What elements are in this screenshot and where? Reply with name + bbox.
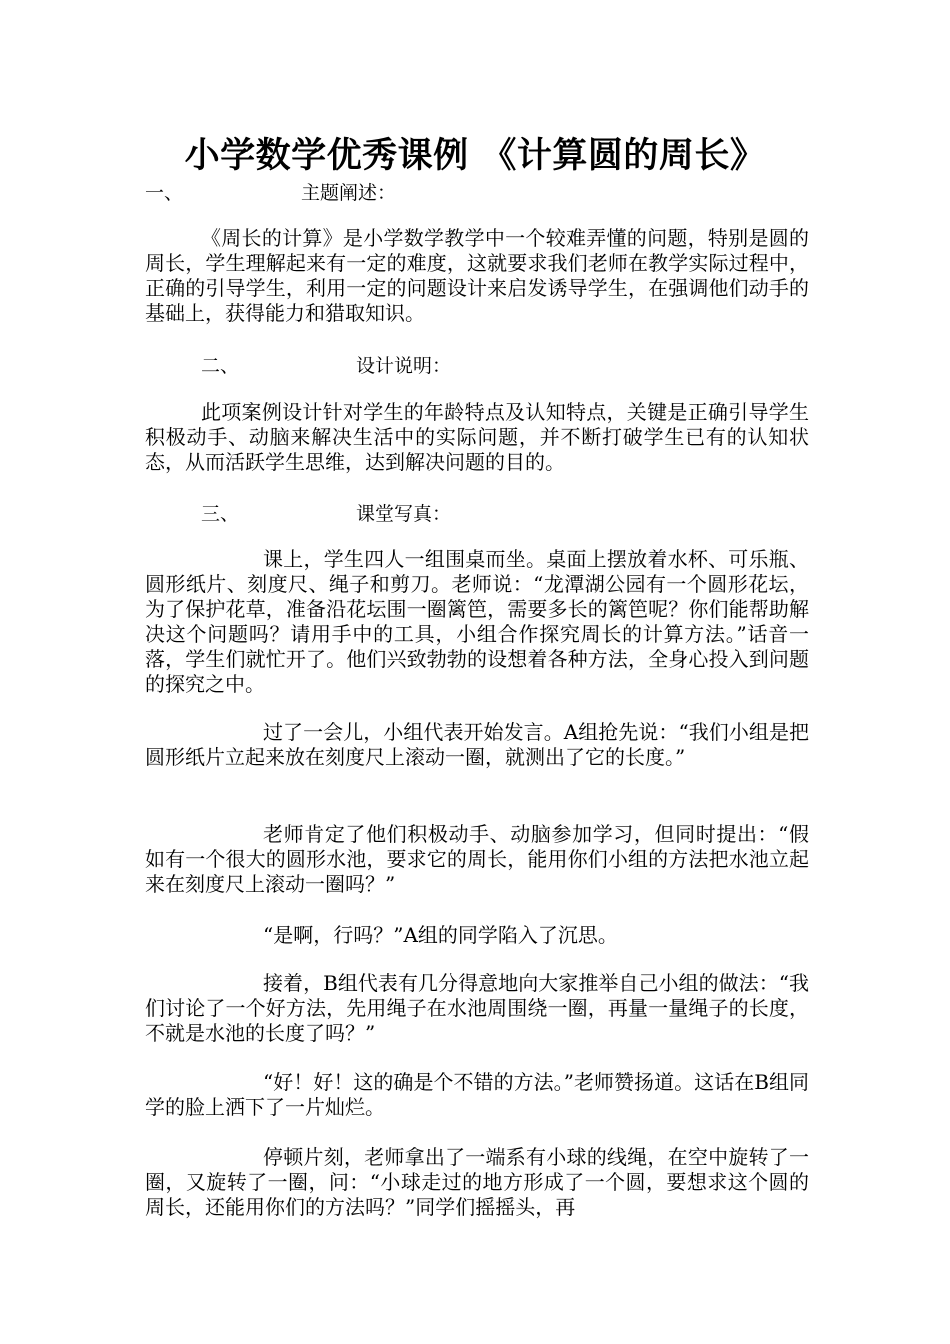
section-title: 设计说明： <box>356 355 452 377</box>
section-number: 二、 <box>201 355 240 377</box>
paragraph: “好！好！这的确是个不错的方法。”老师赞扬道。这话在B组同学的脸上洒下了一片灿烂。 <box>145 1070 809 1119</box>
paragraph: 此项案例设计针对学生的年龄特点及认知特点，关键是正确引导学生积极动手、动脑来解决生活中的实际问题，并不断打破学生已有的认知状态，从而活跃学生思维，达到解决问题的目的。 <box>145 400 809 474</box>
section-title: 主题阐述： <box>301 182 397 204</box>
document-title: 小学数学优秀课例 《计算圆的周长》 <box>184 135 766 176</box>
section-number: 三、 <box>201 503 240 525</box>
paragraph: 过了一会儿，小组代表开始发言。A组抢先说：“我们小组是把圆形纸片立起来放在刻度尺上滚动一圈，就测出了它的长度。” <box>145 720 809 769</box>
paragraph: “是啊，行吗？”A组的同学陷入了沉思。 <box>263 923 618 947</box>
paragraph: 老师肯定了他们积极动手、动脑参加学习，但同时提出：“假如有一个很大的圆形水池，要求它的周长，能用你们小组的方法把水池立起来在刻度尺上滚动一圈吗？” <box>145 822 809 896</box>
section-number: 一、 <box>145 182 184 204</box>
paragraph: 《周长的计算》是小学数学教学中一个较难弄懂的问题，特别是圆的周长，学生理解起来有一定的难度，这就要求我们老师在教学实际过程中，正确的引导学生，利用一定的问题设计来启发诱导学生，在强调他们动手的基础上，获得能力和猎取知识。 <box>145 226 809 325</box>
section-title: 课堂写真： <box>356 503 452 525</box>
paragraph: 课上，学生四人一组围桌而坐。桌面上摆放着水杯、可乐瓶、圆形纸片、刻度尺、绳子和剪刀。老师说：“龙潭湖公园有一个圆形花坛，为了保护花草，准备沿花坛围一圈篱笆，需要多长的篱笆呢？你们能帮助解决这个问题吗？请用手中的工具，小组合作探究周长的计算方法。”话音一落，学生们就忙开了。他们兴致勃勃的设想着各种方法，全身心投入到问题的探究之中。 <box>145 547 809 696</box>
paragraph: 接着，B组代表有几分得意地向大家推举自己小组的做法：“我们讨论了一个好方法，先用绳子在水池周围绕一圈，再量一量绳子的长度，不就是水池的长度了吗？” <box>145 971 809 1045</box>
paragraph: 停顿片刻，老师拿出了一端系有小球的线绳，在空中旋转了一圈，又旋转了一圈，问：“小球走过的地方形成了一个圆，要想求这个圆的周长，还能用你们的方法吗？”同学们摇摇头，再 <box>145 1145 809 1219</box>
